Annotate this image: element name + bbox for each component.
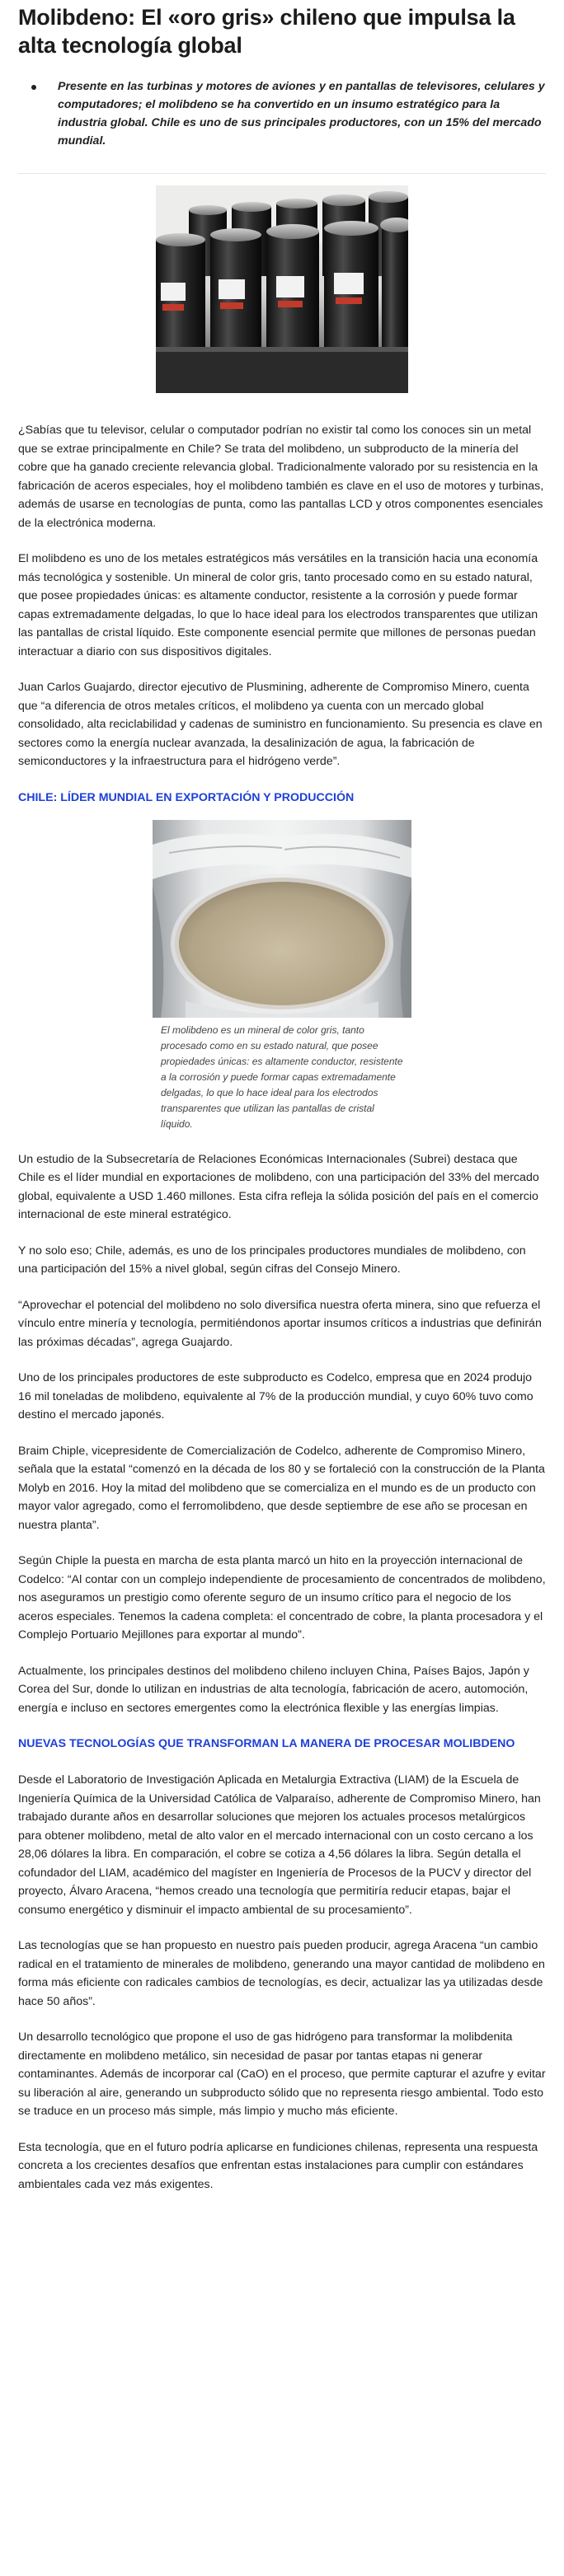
molybdenum-powder-photo bbox=[153, 820, 411, 1018]
paragraph: Esta tecnología, que en el futuro podría aplicarse en fundiciones chilenas, representa una respuesta concreta a los crecientes desafíos que enfrentan estas instalaciones para cumplir con estándares ambientales cada vez más exigentes. bbox=[18, 2140, 538, 2191]
paragraph: “Aprovechar el potencial del molibdeno no solo diversifica nuestra oferta minera, sino que refuerza el vínculo entre minería y tecnología, permitiéndonos aportar insumos críticos a industrias que definirán las próximas décadas”, agrega Guajardo. bbox=[18, 1298, 542, 1349]
paragraph: Juan Carlos Guajardo, director ejecutivo de Plusmining, adherente de Compromiso Minero, cuenta que “a diferencia de otros metales críticos, el molibdeno ya cuenta con un mercado global consolidado, alta reciclabilidad y cadenas de suministro en funcionamiento. Su presencia es clave en sectores como la energía nuclear avanzada, la desalinización de agua, la fabricación de semiconductores y la infraestructura para el hidrógeno verde”. bbox=[18, 681, 543, 768]
paragraph: Uno de los principales productores de este subproducto es Codelco, empresa que en 2024 produjo 16 mil toneladas de molibdeno, equivalente al 7% de la producción mundial, y cuyo 60% tuvo como destino el mercado japonés. bbox=[18, 1371, 533, 1421]
paragraph: Las tecnologías que se han propuesto en nuestro país pueden producir, agrega Aracena “un cambio radical en el tratamiento de minerales de molibdeno, generando una mayor cantidad de molibdeno en forma más eficiente con radicales cambios de tecnologías, es decir, actualizar las ya utilizadas desde hace 50 años”. bbox=[18, 1939, 545, 2008]
summary-text: Presente en las turbinas y motores de aviones y en pantallas de televisores, celulares y computadores; el molibdeno se ha convertido en un insumo estratégico para la industria global. Chile es uno de sus principales productores, con un 15% del mercado mundial. bbox=[58, 80, 545, 148]
article-title: Molibdeno: El «oro gris» chileno que impulsa la alta tecnología global bbox=[18, 5, 515, 58]
figure-caption: El molibdeno es un mineral de color gris, tanto procesado como en su estado natural, que posee propiedades únicas: es altamente conductor, resistente a la corrosión y puede formar capas extremadamente delgadas, lo que lo hace ideal para los electrodos transparentes que utilizan las pantallas de cristal líquido. bbox=[161, 1023, 403, 1130]
article-summary bbox=[18, 77, 546, 174]
paragraph: ¿Sabías que tu televisor, celular o computador podrían no existir tal como los conoces sin un metal que se extrae principalmente en Chile? Se trata del molibdeno, un subproducto de la minería del cobre que ha ganado creciente relevancia global. Tradicionalmente valorado por su resistencia en la fabricación de aceros especiales, hoy el molibdeno también es clave en el uso de motores y turbinas, además de usarse en tecnologías de punta, como las pantallas LCD y otros componentes esenciales de la electrónica moderna. bbox=[18, 424, 544, 530]
barrels-photo bbox=[156, 185, 408, 393]
paragraph: Y no solo eso; Chile, además, es uno de los principales productores mundiales de molibdeno, con una participación del 15% a nivel global, según cifras del Consejo Minero. bbox=[18, 1244, 526, 1276]
paragraph: Desde el Laboratorio de Investigación Aplicada en Metalurgia Extractiva (LIAM) de la Escuela de Ingeniería Química de la Universidad Católica de Valparaíso, adherente de Compromiso Minero, han trabajado durante años en desarrollar soluciones que mejoren los actuales procesos metalúrgicos para obtener molibdeno, metal de alto valor en el mercado internacional con un costo cercano a los 28,06 dólares la libra. En comparación, el cobre se cotiza a 4,56 dólares la libra. Según detalla el cofundador del LIAM, académico del magíster en Ingeniería de Procesos de la PUCV y director del proyecto, Álvaro Aracena, “hemos creado una tecnología que permitiría reducir etapas, bajar el consumo energético y disminuir el impacto ambiental de su procesamiento”. bbox=[18, 1773, 541, 1917]
paragraph: Según Chiple la puesta en marcha de esta planta marcó un hito en la proyección internacional de Codelco: “Al contar con un complejo independiente de procesamiento de concentrados de molibdeno, nos aseguramos un prestigio como oferente seguro de un insumo crítico para el negocio de los aceros especiales. Tenemos la cadena completa: el concentrado de cobre, la planta procesadora y el Complejo Portuario Mejillones para exportar al mundo”. bbox=[18, 1554, 546, 1642]
paragraph: Braim Chiple, vicepresidente de Comercialización de Codelco, adherente de Compromiso Minero, señala que la estatal “comenzó en la década de los 80 y se fortaleció con la construcción de la Planta Molyb en 2016. Hoy la mitad del molibdeno que se comercializa en el mundo es de un producto con mayor valor agregado, como el ferromolibdeno, que desde septiembre de ese año se procesan en nuestra planta”. bbox=[18, 1444, 545, 1532]
section-heading: CHILE: LÍDER MUNDIAL EN EXPORTACIÓN Y PRODUCCIÓN bbox=[18, 790, 355, 804]
paragraph: Un estudio de la Subsecretaría de Relaciones Económicas Internacionales (Subrei) destaca que Chile es el líder mundial en exportaciones de molibdeno, con una participación del 33% del mercado global, equivalente a USD 1.460 millones. Esta cifra refleja la sólida posición del país en el comercio internacional de este mineral estratégico. bbox=[18, 1152, 539, 1221]
paragraph: El molibdeno es uno de los metales estratégicos más versátiles en la transición hacia una economía más tecnológica y sostenible. Un mineral de color gris, tanto procesado como en su estado natural, que posee propiedades únicas: es altamente conductor, resistente a la corrosión y puede formar capas extremadamente delgadas, lo que lo hace ideal para los electrodos transparentes que utilizan las pantallas de cristal líquido. Este componente esencial permite que millones de personas puedan interactuar a diario con sus dispositivos digitales. bbox=[18, 552, 538, 658]
paragraph: Actualmente, los principales destinos del molibdeno chileno incluyen China, Países Bajos, Japón y Corea del Sur, donde lo utilizan en industrias de alta tecnología, fabricación de acero, automoción, energía e incluso en sectores emergentes como la electrónica flexible y las energías limpias. bbox=[18, 1664, 529, 1715]
section-heading: NUEVAS TECNOLOGÍAS QUE TRANSFORMAN LA MANERA DE PROCESAR MOLIBDENO bbox=[18, 1737, 515, 1750]
paragraph: Un desarrollo tecnológico que propone el uso de gas hidrógeno para transformar la molibdenita directamente en molibdeno metálico, sin necesidad de pasar por tantas etapas ni generar contaminantes. Además de incorporar cal (CaO) en el proceso, que permite capturar el azufre y evitar su liberación al aire, generando un subproducto sólido que no representa riesgo ambiental. Todo esto se traduce en un proceso más simple, más limpio y mucho más eficiente. bbox=[18, 2030, 546, 2118]
bullet-icon bbox=[31, 85, 36, 90]
